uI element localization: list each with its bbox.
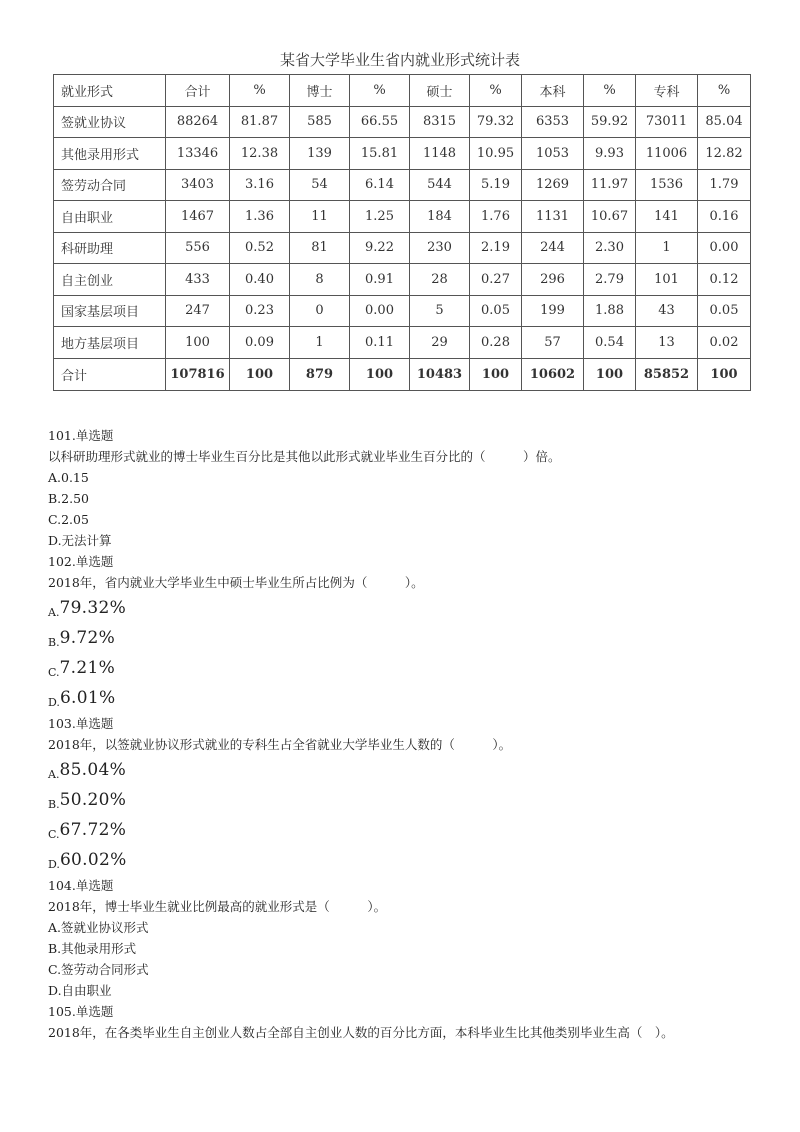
option-value: 50.20% <box>59 790 127 810</box>
table-cell: 29 <box>410 327 470 359</box>
option-letter: D. <box>48 858 60 871</box>
table-cell: 11006 <box>636 138 698 170</box>
total-label: 合计 <box>54 358 166 390</box>
table-cell: 85.04 <box>698 106 751 138</box>
question-header: 105.单选题 <box>48 1004 114 1019</box>
table-cell: 10.95 <box>470 138 522 170</box>
total-cell: 85852 <box>636 358 698 390</box>
column-header: 合计 <box>166 75 230 107</box>
table-cell: 1053 <box>522 138 584 170</box>
answer-option[interactable] <box>48 683 758 713</box>
total-cell: 879 <box>290 358 350 390</box>
table-cell: 5.19 <box>470 169 522 201</box>
question-stem: 2018年，省内就业大学毕业生中硕士毕业生所占比例为（ ）。 <box>48 575 424 590</box>
table-cell: 244 <box>522 232 584 264</box>
row-label: 科研助理 <box>54 232 166 264</box>
answer-option[interactable]: B.其他录用形式 <box>48 941 137 956</box>
table-cell: 43 <box>636 295 698 327</box>
table-cell: 2.79 <box>584 264 636 296</box>
table-cell: 5 <box>410 295 470 327</box>
row-label: 国家基层项目 <box>54 295 166 327</box>
table-cell: 296 <box>522 264 584 296</box>
table-cell: 2.30 <box>584 232 636 264</box>
table-cell: 73011 <box>636 106 698 138</box>
table-cell: 9.22 <box>350 232 410 264</box>
employment-stats-table <box>53 74 751 391</box>
question-stem: 以科研助理形式就业的博士毕业生百分比是其他以此形式就业毕业生百分比的（ ）倍。 <box>48 449 561 464</box>
option-letter: B. <box>48 798 60 811</box>
column-header: 就业形式 <box>54 75 166 107</box>
table-cell: 11 <box>290 201 350 233</box>
answer-option[interactable] <box>48 623 758 653</box>
table-cell: 54 <box>290 169 350 201</box>
table-cell: 0.02 <box>698 327 751 359</box>
table-cell: 59.92 <box>584 106 636 138</box>
table-cell: 13346 <box>166 138 230 170</box>
table-cell: 3403 <box>166 169 230 201</box>
answer-option[interactable]: A.0.15 <box>48 470 89 485</box>
table-cell: 12.38 <box>230 138 290 170</box>
table-cell: 0.11 <box>350 327 410 359</box>
table-cell: 11.97 <box>584 169 636 201</box>
option-value: 7.21% <box>59 658 116 678</box>
question-header: 103.单选题 <box>48 716 114 731</box>
option-letter: A. <box>48 606 60 619</box>
table-cell: 0.00 <box>350 295 410 327</box>
table-cell: 79.32 <box>470 106 522 138</box>
table-cell: 66.55 <box>350 106 410 138</box>
table-cell: 1 <box>636 232 698 264</box>
table-cell: 57 <box>522 327 584 359</box>
option-letter: B. <box>48 636 60 649</box>
option-letter: A. <box>48 768 60 781</box>
total-cell: 10483 <box>410 358 470 390</box>
row-label: 签就业协议 <box>54 106 166 138</box>
column-header: 本科 <box>522 75 584 107</box>
table-cell: 1.36 <box>230 201 290 233</box>
option-value: 60.02% <box>59 850 127 870</box>
total-cell: 100 <box>230 358 290 390</box>
total-cell: 100 <box>350 358 410 390</box>
row-label: 签劳动合同 <box>54 169 166 201</box>
question-header: 102.单选题 <box>48 554 114 569</box>
table-cell: 10.67 <box>584 201 636 233</box>
table-cell: 9.93 <box>584 138 636 170</box>
column-header: % <box>470 75 522 107</box>
table-cell: 28 <box>410 264 470 296</box>
total-cell: 100 <box>470 358 522 390</box>
table-cell: 15.81 <box>350 138 410 170</box>
row-label: 自主创业 <box>54 264 166 296</box>
table-cell: 0.28 <box>470 327 522 359</box>
total-cell: 10602 <box>522 358 584 390</box>
table-cell: 1.76 <box>470 201 522 233</box>
table-cell: 1131 <box>522 201 584 233</box>
table-cell: 8315 <box>410 106 470 138</box>
answer-option[interactable] <box>48 593 758 623</box>
table-header-row <box>54 75 751 107</box>
column-header: % <box>350 75 410 107</box>
table-cell: 141 <box>636 201 698 233</box>
table-cell: 0 <box>290 295 350 327</box>
table-cell: 585 <box>290 106 350 138</box>
question-block <box>48 875 758 1001</box>
option-letter: C. <box>48 828 60 841</box>
table-cell: 81.87 <box>230 106 290 138</box>
table-cell: 544 <box>410 169 470 201</box>
table-cell: 101 <box>636 264 698 296</box>
table-title: 某省大学毕业生省内就业形式统计表 <box>279 51 520 69</box>
table-cell: 199 <box>522 295 584 327</box>
question-block <box>48 713 758 875</box>
question-block <box>48 425 758 551</box>
table-cell: 2.19 <box>470 232 522 264</box>
total-row <box>54 358 751 390</box>
table-cell: 184 <box>410 201 470 233</box>
table-row <box>54 201 751 233</box>
table-cell: 100 <box>166 327 230 359</box>
question-stem: 2018年，以签就业协议形式就业的专科生占全省就业大学毕业生人数的（ ）。 <box>48 737 512 752</box>
table-cell: 8 <box>290 264 350 296</box>
option-value: 9.72% <box>59 628 116 648</box>
table-cell: 0.23 <box>230 295 290 327</box>
table-row <box>54 138 751 170</box>
table-cell: 139 <box>290 138 350 170</box>
answer-option[interactable] <box>48 815 758 845</box>
option-value: 67.72% <box>59 820 127 840</box>
table-cell: 247 <box>166 295 230 327</box>
table-cell: 1269 <box>522 169 584 201</box>
option-letter: C. <box>48 666 60 679</box>
row-label: 自由职业 <box>54 201 166 233</box>
table-cell: 1467 <box>166 201 230 233</box>
table-cell: 3.16 <box>230 169 290 201</box>
table-cell: 1536 <box>636 169 698 201</box>
answer-option[interactable]: B.2.50 <box>48 491 89 506</box>
table-cell: 556 <box>166 232 230 264</box>
answer-option[interactable] <box>48 785 758 815</box>
table-cell: 1.88 <box>584 295 636 327</box>
table-cell: 6.14 <box>350 169 410 201</box>
table-cell: 0.05 <box>698 295 751 327</box>
table-cell: 0.16 <box>698 201 751 233</box>
question-list <box>48 425 758 1043</box>
table-cell: 13 <box>636 327 698 359</box>
table-cell: 81 <box>290 232 350 264</box>
column-header: 专科 <box>636 75 698 107</box>
table-cell: 0.40 <box>230 264 290 296</box>
table-cell: 230 <box>410 232 470 264</box>
table-row <box>54 295 751 327</box>
answer-option[interactable]: C.签劳动合同形式 <box>48 962 149 977</box>
answer-option[interactable]: A.签就业协议形式 <box>48 920 149 935</box>
option-value: 85.04% <box>59 760 127 780</box>
total-cell: 107816 <box>166 358 230 390</box>
question-header: 104.单选题 <box>48 878 114 893</box>
column-header: 博士 <box>290 75 350 107</box>
column-header: % <box>230 75 290 107</box>
column-header: % <box>698 75 751 107</box>
option-value: 6.01% <box>59 688 116 708</box>
table-cell: 1.25 <box>350 201 410 233</box>
table-cell: 88264 <box>166 106 230 138</box>
table-cell: 1148 <box>410 138 470 170</box>
question-block <box>48 551 758 713</box>
table-cell: 0.00 <box>698 232 751 264</box>
total-cell: 100 <box>584 358 636 390</box>
table-cell: 1.79 <box>698 169 751 201</box>
column-header: 硕士 <box>410 75 470 107</box>
table-row <box>54 169 751 201</box>
table-cell: 0.05 <box>470 295 522 327</box>
answer-option[interactable] <box>48 845 758 875</box>
table-cell: 0.52 <box>230 232 290 264</box>
answer-option[interactable] <box>48 755 758 785</box>
question-stem: 2018年，在各类毕业生自主创业人数占全部自主创业人数的百分比方面，本科毕业生比其他类别毕业生高（ ）。 <box>48 1025 674 1040</box>
table-cell: 0.12 <box>698 264 751 296</box>
column-header: % <box>584 75 636 107</box>
row-label: 地方基层项目 <box>54 327 166 359</box>
table-cell: 433 <box>166 264 230 296</box>
answer-option[interactable]: D.无法计算 <box>48 533 112 548</box>
table-cell: 0.91 <box>350 264 410 296</box>
option-value: 79.32% <box>59 598 127 618</box>
table-row <box>54 106 751 138</box>
option-letter: D. <box>48 696 60 709</box>
table-cell: 0.54 <box>584 327 636 359</box>
answer-option[interactable]: D.自由职业 <box>48 983 112 998</box>
question-header: 101.单选题 <box>48 428 114 443</box>
answer-option[interactable]: C.2.05 <box>48 512 89 527</box>
table-row <box>54 232 751 264</box>
question-block <box>48 1001 758 1043</box>
row-label: 其他录用形式 <box>54 138 166 170</box>
answer-option[interactable] <box>48 653 758 683</box>
table-row <box>54 264 751 296</box>
table-cell: 6353 <box>522 106 584 138</box>
question-stem: 2018年，博士毕业生就业比例最高的就业形式是（ ）。 <box>48 899 387 914</box>
table-cell: 1 <box>290 327 350 359</box>
table-cell: 0.27 <box>470 264 522 296</box>
total-cell: 100 <box>698 358 751 390</box>
table-cell: 12.82 <box>698 138 751 170</box>
table-cell: 0.09 <box>230 327 290 359</box>
table-row <box>54 327 751 359</box>
